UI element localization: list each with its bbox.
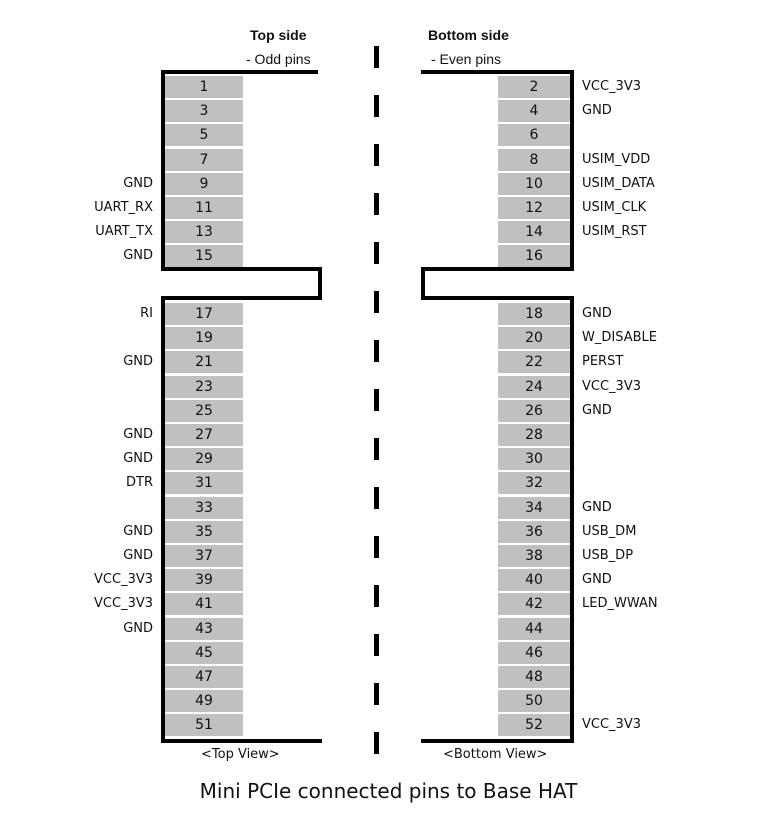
bottom-pin-16: 16 <box>498 245 570 267</box>
divider-dash <box>374 46 379 68</box>
top-pin-29-signal: GND <box>123 451 153 466</box>
divider-dash <box>374 144 379 166</box>
top-pin-31-signal: DTR <box>126 475 153 490</box>
top-pin-33: 33 <box>165 497 243 519</box>
top-pin-39: 39 <box>165 569 243 591</box>
bottom-pin-46: 46 <box>498 642 570 664</box>
top-pin-45: 45 <box>165 642 243 664</box>
top-pin-11-signal: UART_RX <box>94 200 153 215</box>
top-pin-15: 15 <box>165 245 243 267</box>
top-pin-35: 35 <box>165 521 243 543</box>
top-pin-11: 11 <box>165 197 243 219</box>
bottom-side-subtitle: - Even pins <box>431 51 502 67</box>
top-pin-13-signal: UART_TX <box>95 224 153 239</box>
top-pin-15-signal: GND <box>123 248 153 263</box>
top-pin-43-signal: GND <box>123 621 153 636</box>
top-pin-49: 49 <box>165 690 243 712</box>
top-pin-35-signal: GND <box>123 524 153 539</box>
divider-dash <box>374 683 379 705</box>
top-side-title: Top side <box>250 27 307 43</box>
bottom-pin-48: 48 <box>498 666 570 688</box>
top-pin-31: 31 <box>165 472 243 494</box>
top-pin-25: 25 <box>165 400 243 422</box>
top-pin-23: 23 <box>165 376 243 398</box>
bottom-pin-22-signal: PERST <box>582 354 624 369</box>
bottom-pin-52-signal: VCC_3V3 <box>582 717 641 732</box>
bottom-pin-30: 30 <box>498 448 570 470</box>
top-pin-43: 43 <box>165 618 243 640</box>
top-pin-41-signal: VCC_3V3 <box>94 596 153 611</box>
bottom-pin-14: 14 <box>498 221 570 243</box>
top-pin-7: 7 <box>165 149 243 171</box>
bottom-pin-8-signal: USIM_VDD <box>582 152 651 167</box>
divider-dash <box>374 340 379 362</box>
top-pin-17-signal: RI <box>140 306 153 321</box>
top-pin-21-signal: GND <box>123 354 153 369</box>
top-pin-5: 5 <box>165 124 243 146</box>
bottom-pin-4: 4 <box>498 100 570 122</box>
divider-dash <box>374 585 379 607</box>
bottom-pin-36-signal: USB_DM <box>582 524 637 539</box>
bottom-pin-18-signal: GND <box>582 306 612 321</box>
divider-dash <box>374 242 379 264</box>
top-pin-27: 27 <box>165 424 243 446</box>
bottom-pin-36: 36 <box>498 521 570 543</box>
bottom-pin-50: 50 <box>498 690 570 712</box>
divider-dash <box>374 389 379 411</box>
bottom-view-label: <Bottom View> <box>443 747 548 762</box>
bottom-pin-34: 34 <box>498 497 570 519</box>
top-pin-13: 13 <box>165 221 243 243</box>
top-pin-47: 47 <box>165 666 243 688</box>
bottom-pin-34-signal: GND <box>582 500 612 515</box>
divider-dash <box>374 193 379 215</box>
bottom-pin-6: 6 <box>498 124 570 146</box>
bottom-pin-24-signal: VCC_3V3 <box>582 379 641 394</box>
top-view-label: <Top View> <box>201 747 280 762</box>
bottom-pin-20-signal: W_DISABLE <box>582 330 657 345</box>
top-pin-39-signal: VCC_3V3 <box>94 572 153 587</box>
bottom-pin-26: 26 <box>498 400 570 422</box>
bottom-pin-24: 24 <box>498 376 570 398</box>
top-side-subtitle: - Odd pins <box>246 51 311 67</box>
bottom-pin-14-signal: USIM_RST <box>582 224 647 239</box>
bottom-pin-12: 12 <box>498 197 570 219</box>
divider-dash <box>374 487 379 509</box>
top-pin-41: 41 <box>165 593 243 615</box>
top-pin-9: 9 <box>165 173 243 195</box>
divider-dash <box>374 732 379 754</box>
bottom-pin-10: 10 <box>498 173 570 195</box>
top-pin-21: 21 <box>165 351 243 373</box>
bottom-pin-38: 38 <box>498 545 570 567</box>
top-pin-19: 19 <box>165 327 243 349</box>
bottom-pin-18: 18 <box>498 303 570 325</box>
top-pin-1: 1 <box>165 76 243 98</box>
bottom-pin-32: 32 <box>498 472 570 494</box>
divider-dash <box>374 536 379 558</box>
top-pin-37: 37 <box>165 545 243 567</box>
divider-dash <box>374 291 379 313</box>
divider-dash <box>374 95 379 117</box>
bottom-pin-2: 2 <box>498 76 570 98</box>
top-pin-51: 51 <box>165 714 243 736</box>
bottom-pin-10-signal: USIM_DATA <box>582 176 655 191</box>
top-pin-3: 3 <box>165 100 243 122</box>
diagram-caption: Mini PCIe connected pins to Base HAT <box>199 779 578 803</box>
bottom-pin-26-signal: GND <box>582 403 612 418</box>
top-pin-17: 17 <box>165 303 243 325</box>
top-pin-37-signal: GND <box>123 548 153 563</box>
bottom-pin-52: 52 <box>498 714 570 736</box>
bottom-pin-40: 40 <box>498 569 570 591</box>
bottom-pin-40-signal: GND <box>582 572 612 587</box>
bottom-pin-28: 28 <box>498 424 570 446</box>
bottom-pin-12-signal: USIM_CLK <box>582 200 647 215</box>
bottom-pin-44: 44 <box>498 618 570 640</box>
top-pin-27-signal: GND <box>123 427 153 442</box>
bottom-pin-8: 8 <box>498 149 570 171</box>
bottom-side-title: Bottom side <box>428 27 509 43</box>
bottom-pin-42: 42 <box>498 593 570 615</box>
bottom-pin-20: 20 <box>498 327 570 349</box>
bottom-pin-22: 22 <box>498 351 570 373</box>
divider-dash <box>374 634 379 656</box>
bottom-pin-38-signal: USB_DP <box>582 548 634 563</box>
bottom-pin-42-signal: LED_WWAN <box>582 596 658 611</box>
top-pin-9-signal: GND <box>123 176 153 191</box>
bottom-pin-4-signal: GND <box>582 103 612 118</box>
bottom-pin-2-signal: VCC_3V3 <box>582 79 641 94</box>
top-pin-29: 29 <box>165 448 243 470</box>
divider-dash <box>374 438 379 460</box>
